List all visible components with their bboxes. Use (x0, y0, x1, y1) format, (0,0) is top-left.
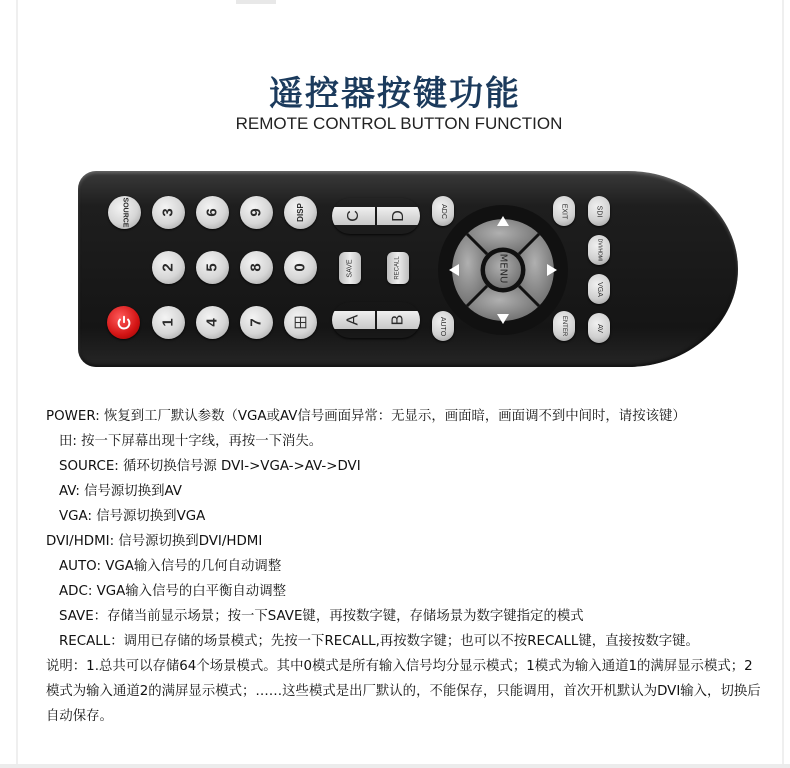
b-button-label: B (389, 314, 407, 326)
av-button-label: AV (595, 323, 603, 333)
save-description: SAVE：存储当前显示场景；按一下SAVE键，再按数字键，存储场景为数字键指定的模式 (59, 609, 584, 624)
power-button[interactable] (107, 306, 140, 339)
key-5-label: 5 (204, 263, 221, 272)
auto-description: AUTO: VGA输入信号的几何自动调整 (59, 559, 282, 574)
d-button-label: D (389, 210, 407, 222)
key-0[interactable] (284, 251, 317, 284)
bottom-divider (0, 764, 790, 768)
key-1[interactable] (152, 306, 185, 339)
dvi-hdmi-button[interactable] (588, 235, 610, 265)
source-button-label: SOURCE (120, 197, 128, 228)
save-button-label: SAVE (346, 258, 354, 278)
auto-button-label: AUTO (439, 316, 447, 336)
sdi-button-label: SDI (595, 205, 603, 217)
recall-button[interactable] (387, 252, 409, 284)
key-2[interactable] (152, 251, 185, 284)
grid-button[interactable] (284, 306, 317, 339)
save-button[interactable] (339, 252, 361, 284)
c-button[interactable] (332, 207, 375, 225)
recall-button-label: RECALL (395, 256, 401, 280)
key-7-label: 7 (248, 318, 265, 327)
power-description: POWER: 恢复到工厂默认参数（VGA或AV信号画面异常：无显示，画面暗，画面调不到中间时，请按该键） (46, 409, 686, 424)
vga-button[interactable] (588, 274, 610, 304)
dvi-hdmi-description: DVI/HDMI: 信号源切换到DVI/HDMI (46, 534, 263, 549)
key-4[interactable] (196, 306, 229, 339)
c-button-label: C (344, 210, 362, 222)
adc-button-label: ADC (439, 203, 447, 219)
menu-button[interactable] (484, 251, 522, 289)
recall-description: RECALL：调用已存储的场景模式；先按一下RECALL,再按数字键；也可以不按RECALL键，直接按数字键。 (59, 634, 699, 649)
power-icon (115, 314, 133, 332)
source-button[interactable] (108, 196, 141, 229)
page-title: 遥控器按键功能 (269, 74, 521, 114)
key-1-label: 1 (160, 318, 177, 327)
disp-button[interactable] (284, 196, 317, 229)
key-6-label: 6 (204, 208, 221, 217)
key-3[interactable] (152, 196, 185, 229)
vga-button-label: VGA (595, 281, 603, 297)
d-button[interactable] (375, 207, 420, 225)
key-3-label: 3 (160, 208, 177, 217)
menu-button-label: MENU (497, 253, 509, 283)
source-description: SOURCE: 循环切换信号源 DVI->VGA->AV->DVI (59, 459, 361, 474)
exit-button[interactable] (553, 196, 575, 226)
adc-description: ADC: VGA输入信号的白平衡自动调整 (59, 584, 286, 599)
enter-button-label: ENTER (561, 315, 567, 337)
av-button[interactable] (588, 313, 610, 343)
note-paragraph: 说明：1.总共可以存储64个场景模式。其中0模式是所有输入信号均分显示模式；1模式为输入通道1的满屏显示模式；2模式为输入通道2的满屏显示模式；……这些模式是出厂默认的，不能保存，只能调用，首次开机默认为DVI输入，切换后自动保存。 (46, 659, 761, 724)
key-9[interactable] (240, 196, 273, 229)
key-6[interactable] (196, 196, 229, 229)
navigation-pad (437, 204, 569, 336)
exit-button-label: EXIT (560, 203, 568, 219)
cd-rocker (332, 198, 420, 234)
dvi-hdmi-button-label: DVI/HDMI (596, 238, 602, 262)
top-divider (236, 0, 276, 4)
key-0-label: 0 (292, 263, 309, 272)
a-button-label: A (344, 314, 362, 326)
vga-description: VGA: 信号源切换到VGA (59, 509, 206, 524)
ab-rocker (332, 302, 420, 338)
a-button[interactable] (332, 311, 375, 329)
sdi-button[interactable] (588, 196, 610, 226)
key-7[interactable] (240, 306, 273, 339)
key-9-label: 9 (248, 208, 265, 217)
enter-button[interactable] (553, 311, 575, 341)
disp-button-label: DISP (295, 203, 305, 222)
page-subtitle: REMOTE CONTROL BUTTON FUNCTION (235, 114, 563, 133)
av-description: AV: 信号源切换到AV (59, 484, 182, 499)
function-description (46, 404, 766, 729)
key-8-label: 8 (248, 263, 265, 272)
key-4-label: 4 (204, 318, 221, 327)
key-8[interactable] (240, 251, 273, 284)
key-2-label: 2 (160, 263, 177, 272)
b-button[interactable] (375, 311, 420, 329)
crosshair-grid-icon (294, 316, 307, 329)
grid-description: 田: 按一下屏幕出现十字线，再按一下消失。 (59, 434, 323, 449)
key-5[interactable] (196, 251, 229, 284)
